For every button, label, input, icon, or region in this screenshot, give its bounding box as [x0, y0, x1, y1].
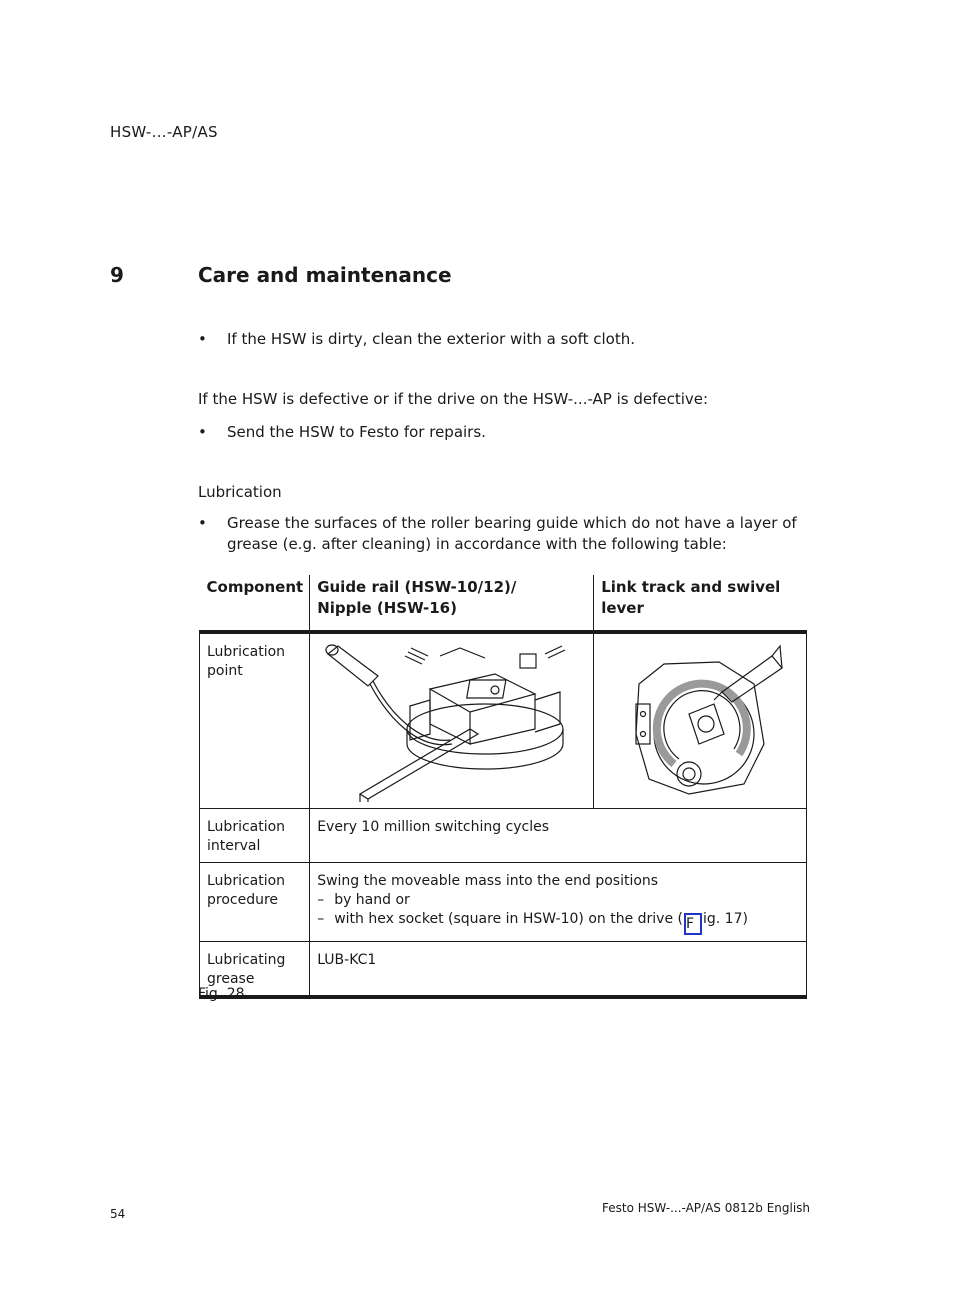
row-label-point: Lubrication point	[200, 632, 310, 809]
lubrication-table	[199, 575, 807, 999]
grease-value: LUB-KC1	[310, 942, 807, 998]
page-number: 54	[110, 1207, 126, 1221]
figure-caption: Fig. 28	[198, 986, 245, 1002]
row-label-procedure: Lubrication procedure	[200, 863, 310, 942]
table-header-row	[200, 575, 807, 632]
table-row	[200, 632, 807, 809]
procedure-line	[317, 891, 800, 910]
procedure-line	[317, 910, 800, 935]
header-guide-rail-line1: Guide rail (HSW-10/12)/	[317, 578, 517, 596]
procedure-value	[310, 863, 807, 942]
running-header: HSW-...-AP/AS	[110, 123, 218, 141]
procedure-text: with hex socket (square in HSW-10) on the drive (	[334, 911, 683, 927]
chapter-title: Care and maintenance	[198, 263, 452, 287]
header-guide-rail	[310, 575, 594, 632]
table-row	[200, 942, 807, 998]
guide-rail-drawing	[310, 634, 593, 802]
link-track-illustration	[594, 632, 807, 809]
dash-icon: –	[317, 911, 325, 927]
header-link-track: Link track and swivel lever	[594, 575, 807, 632]
chapter-number: 9	[110, 263, 124, 287]
row-label-interval: Lubrication interval	[200, 809, 310, 863]
table-row	[200, 809, 807, 863]
row-label-grease: Lubricating grease	[200, 942, 310, 998]
bullet-icon: •	[198, 423, 207, 441]
procedure-line: Swing the moveable mass into the end positions	[317, 873, 659, 889]
bullet-icon: •	[198, 330, 207, 348]
bullet-text: Send the HSW to Festo for repairs.	[227, 423, 486, 441]
footer-doc-info: Festo HSW-...-AP/AS 0812b English	[602, 1201, 811, 1215]
header-component: Component	[200, 575, 310, 632]
table-row	[200, 863, 807, 942]
bullet-icon: •	[198, 514, 207, 532]
fig-link-marker[interactable]: F	[684, 913, 702, 935]
bullet-text: If the HSW is dirty, clean the exterior with a soft cloth.	[227, 330, 636, 348]
bullet-text: Grease the surfaces of the roller bearing guide which do not have a layer of grease (e.g. after cleaning) in accordance with the following table:	[227, 514, 797, 553]
header-guide-rail-line2: Nipple (HSW-16)	[317, 599, 457, 617]
link-track-drawing	[594, 634, 806, 802]
guide-rail-illustration	[310, 632, 594, 809]
defect-paragraph: If the HSW is defective or if the drive on the HSW-...-AP is defective:	[198, 390, 709, 408]
dash-icon: –	[317, 892, 325, 908]
procedure-text: by hand or	[334, 892, 410, 908]
interval-value: Every 10 million switching cycles	[310, 809, 807, 863]
procedure-text: ig. 17)	[702, 911, 748, 927]
lubrication-heading: Lubrication	[198, 483, 282, 501]
